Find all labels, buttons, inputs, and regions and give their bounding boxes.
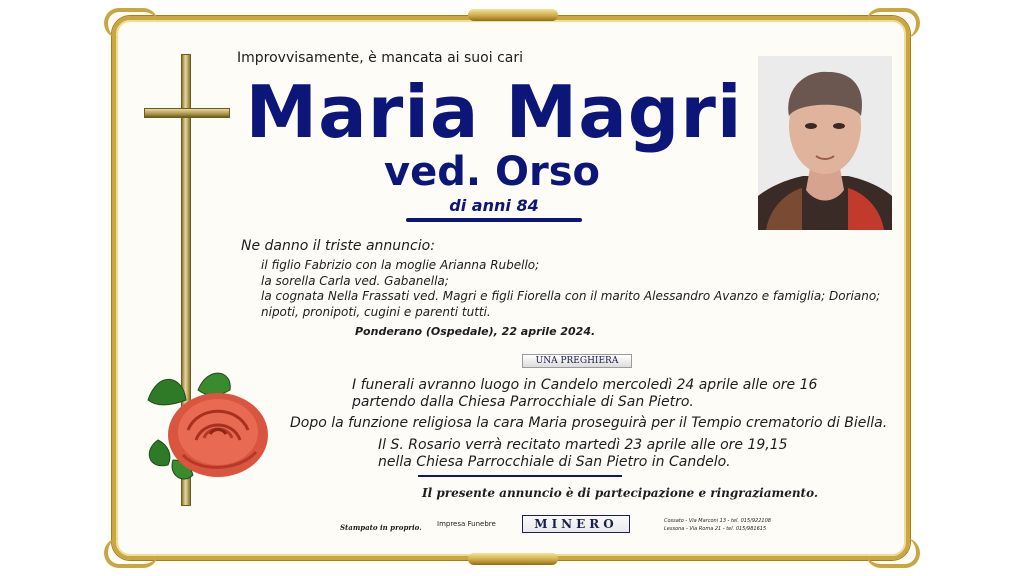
frame-ornament-top — [468, 9, 558, 21]
age-text: di anni 84 — [449, 196, 539, 215]
separator-line — [418, 475, 622, 477]
frame-ornament-bottom — [468, 553, 558, 565]
family-line: la cognata Nella Frassati ved. Magri e figli Fiorella con il marito Alessandro Avanzo e famiglia; Doriano; — [261, 289, 881, 303]
prayer-button[interactable]: UNA PREGHIERA — [522, 354, 632, 368]
funeral-line: I funerali avranno luogo in Candelo mercoledì 24 aprile alle ore 16 — [352, 377, 818, 393]
family-line: il figlio Fabrizio con la moglie Arianna Rubello; — [261, 258, 540, 272]
funeral-info — [352, 377, 817, 411]
cross-arm — [144, 108, 230, 118]
rosary-line: Il S. Rosario verrà recitato martedì 23 aprile alle ore 19,15 — [378, 437, 788, 453]
portrait-image — [758, 56, 892, 230]
widow-of: ved. Orso — [384, 149, 600, 195]
agency-label: Impresa Funebre — [437, 520, 496, 528]
funeral-line: partendo dalla Chiesa Parrocchiale di San Pietro. — [352, 394, 694, 410]
portrait-photo — [758, 56, 892, 230]
stamped-note: Stampato in proprio. — [340, 523, 422, 532]
rose-icon — [138, 360, 278, 490]
frame-corner — [866, 8, 920, 38]
frame-corner — [104, 538, 158, 568]
intro-text: Improvvisamente, è mancata ai suoi cari — [237, 50, 523, 66]
frame-corner — [104, 8, 158, 38]
address-line: Cossato - Via Marconi 13 - tel. 015/922108 — [664, 518, 771, 524]
place-date: Ponderano (Ospedale), 22 aprile 2024. — [355, 325, 596, 338]
frame-corner — [866, 538, 920, 568]
announce-title: Ne danno il triste annuncio: — [241, 238, 435, 254]
address-line: Lessona - Via Roma 21 - tel. 015/981615 — [664, 526, 767, 532]
family-line: nipoti, pronipoti, cugini e parenti tutti. — [261, 304, 491, 319]
rosary-info — [378, 437, 788, 471]
thanks-text: Il presente annuncio è di partecipazione e ringraziamento. — [422, 486, 819, 500]
agency-logo: MINERO — [522, 515, 630, 533]
family-line: la sorella Carla ved. Gabanella; — [261, 273, 449, 288]
deceased-name: Maria Magri — [245, 70, 743, 154]
family-list — [261, 258, 901, 320]
rosary-line: nella Chiesa Parrocchiale di San Pietro in Candelo. — [378, 454, 731, 470]
age-underline — [406, 218, 582, 222]
cremation-info: Dopo la funzione religiosa la cara Maria proseguirà per il Tempio crematorio di Biella. — [290, 415, 888, 431]
agency-address — [664, 517, 771, 533]
